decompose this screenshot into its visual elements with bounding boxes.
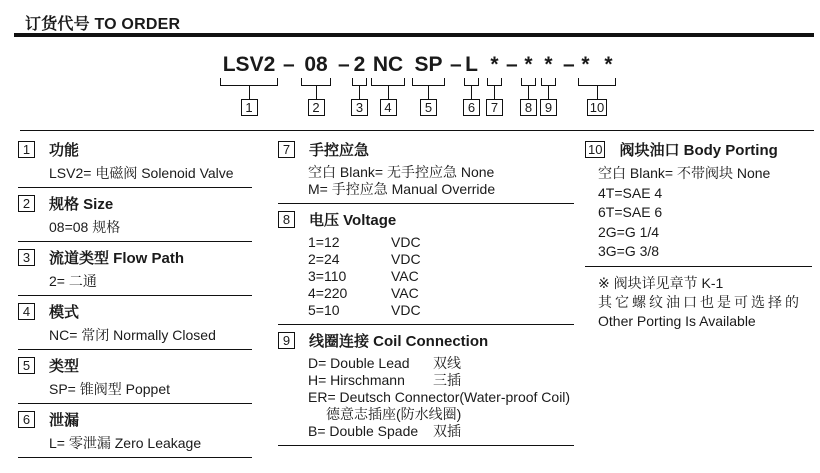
code-part-text: * *: [581, 53, 613, 76]
voltage-unit: VAC: [391, 268, 419, 284]
section-header: [278, 209, 574, 230]
code-group-1: [219, 52, 279, 117]
bracket-icon: [220, 78, 278, 86]
voltage-row: [308, 302, 574, 319]
section-divider: [585, 266, 812, 267]
code-group-2: [300, 52, 332, 117]
code-dash: –: [450, 53, 462, 76]
section-title: 模式: [49, 304, 80, 321]
voltage-row: [308, 268, 574, 285]
code-part-text: L: [465, 53, 478, 76]
section-divider: [278, 203, 574, 204]
section-number-box: 9: [278, 332, 295, 349]
section-number-box: 3: [18, 249, 35, 266]
coil-code: B= Double Spade: [308, 423, 419, 439]
bracket-icon: [352, 78, 367, 86]
code-part-text: *: [544, 53, 553, 76]
code-part-text: *: [524, 53, 533, 76]
voltage-row: [308, 234, 574, 251]
section-header: [18, 247, 252, 268]
bracket-stem: [471, 86, 472, 99]
bracket-stem: [359, 86, 360, 99]
section-7-manual-override: [278, 139, 574, 204]
coil-code: H= Hirschmann: [308, 372, 405, 388]
section-number-box: 7: [278, 141, 295, 158]
option-line: 空白 Blank= 不带阀块 None: [598, 165, 771, 181]
voltage-unit: VDC: [391, 251, 421, 267]
option-line: 2= 二通: [49, 273, 97, 289]
section-title: 类型: [49, 358, 80, 375]
section-divider: [18, 457, 252, 458]
section-number-box: 8: [278, 211, 295, 228]
code-dash: –: [283, 53, 295, 76]
section-header: [18, 355, 252, 376]
bracket-icon: [521, 78, 536, 86]
code-part-text: NC: [372, 53, 404, 76]
code-number-box: 10: [587, 99, 607, 116]
section-title: 阀块油口 Body Porting: [619, 142, 778, 159]
code-dash: –: [563, 53, 575, 76]
coil-label-cn: 双插: [433, 423, 461, 439]
section-divider: [278, 324, 574, 325]
section-title: 功能: [49, 142, 80, 159]
code-group-4: [370, 52, 406, 117]
code-number-box: 5: [420, 99, 437, 116]
section-title: 电压 Voltage: [309, 212, 397, 229]
code-number-box: 6: [463, 99, 480, 116]
footnote-line: ※ 阀块详见章节 K-1: [598, 274, 724, 291]
code-number-box: 8: [520, 99, 537, 116]
code-group-8: [520, 52, 537, 117]
voltage-unit: VAC: [391, 285, 419, 301]
section-header: [278, 139, 574, 160]
code-group-6: [463, 52, 480, 117]
section-4-mode: [18, 301, 252, 350]
section-2-size: [18, 193, 252, 242]
voltage-row: [308, 285, 574, 302]
code-group-3: [351, 52, 368, 117]
code-dash: –: [506, 53, 518, 76]
coil-row: [308, 423, 574, 440]
bracket-icon: [412, 78, 445, 86]
code-number-box: 3: [351, 99, 368, 116]
code-part-text: SP: [414, 53, 443, 76]
voltage-code: 3=110: [308, 268, 347, 284]
voltage-code: 2=24: [308, 251, 340, 267]
bracket-stem: [494, 86, 495, 99]
voltage-unit: VDC: [391, 302, 421, 318]
section-divider: [18, 403, 252, 404]
section-title: 规格 Size: [49, 196, 114, 213]
code-part-text: *: [490, 53, 499, 76]
header-thick-rule: [14, 33, 814, 37]
section-3-flow-path: [18, 247, 252, 296]
bracket-stem: [528, 86, 529, 99]
section-number-box: 10: [585, 141, 605, 158]
section-divider: [18, 295, 252, 296]
section-number-box: 5: [18, 357, 35, 374]
voltage-code: 4=220: [308, 285, 348, 301]
coil-row: [308, 355, 574, 372]
code-part-text: LSV2: [222, 53, 276, 76]
section-10-body-porting: [585, 139, 812, 267]
option-line: 4T=SAE 4: [598, 184, 663, 201]
column-left: [18, 139, 252, 463]
option-line: 空白 Blank= 无手控应急 None: [308, 164, 495, 180]
code-group-5: [411, 52, 446, 117]
section-header: [585, 139, 812, 160]
page-title: 订货代号 TO ORDER: [25, 16, 181, 33]
bracket-stem: [249, 86, 250, 99]
bracket-stem: [316, 86, 317, 99]
diagram-divider-rule: [20, 130, 814, 131]
voltage-row: [308, 251, 574, 268]
code-number-box: 9: [540, 99, 557, 116]
section-title: 流道类型 Flow Path: [49, 250, 185, 267]
code-part-text: 2: [353, 53, 366, 76]
bracket-icon: [487, 78, 502, 86]
section-8-voltage: [278, 209, 574, 325]
section-number-box: 2: [18, 195, 35, 212]
section-divider: [278, 445, 574, 446]
footnote-line: Other Porting Is Available: [598, 312, 756, 329]
section-header: [278, 330, 574, 351]
bracket-icon: [301, 78, 331, 86]
footnote: [598, 274, 812, 331]
footnote-line: 其它螺纹油口也是可选择的: [598, 293, 802, 310]
section-title: 泄漏: [49, 412, 80, 429]
section-6-leakage: [18, 409, 252, 458]
option-line: 6T=SAE 6: [598, 204, 663, 220]
section-number-box: 4: [18, 303, 35, 320]
section-header: [18, 139, 252, 160]
section-1-function: [18, 139, 252, 188]
voltage-code: 1=12: [308, 234, 340, 250]
section-divider: [18, 241, 252, 242]
bracket-stem: [597, 86, 598, 99]
section-number-box: 6: [18, 411, 35, 428]
section-header: [18, 409, 252, 430]
option-line: 08=08 规格: [49, 219, 121, 235]
bracket-icon: [541, 78, 556, 86]
section-title: 线圈连接 Coil Connection: [309, 333, 489, 350]
voltage-code: 5=10: [308, 302, 340, 318]
section-divider: [18, 187, 252, 188]
coil-row: [308, 372, 574, 389]
section-header: [18, 301, 252, 322]
code-number-box: 4: [380, 99, 397, 116]
coil-row-cn: 德意志插座(防水线圈): [326, 406, 462, 422]
code-group-9: [540, 52, 557, 117]
bracket-icon: [371, 78, 405, 86]
section-divider: [18, 349, 252, 350]
coil-label-cn: 三插: [433, 372, 461, 388]
option-line: NC= 常闭 Normally Closed: [49, 327, 216, 343]
section-5-type: [18, 355, 252, 404]
code-number-box: 1: [241, 99, 258, 116]
option-line: L= 零泄漏 Zero Leakage: [49, 435, 202, 451]
section-header: [18, 193, 252, 214]
column-right: [585, 139, 812, 331]
bracket-stem: [388, 86, 389, 99]
code-number-box: 2: [308, 99, 325, 116]
bracket-stem: [428, 86, 429, 99]
coil-label-cn: 双线: [433, 355, 461, 371]
option-line: 3G=G 3/8: [598, 243, 660, 259]
option-line: SP= 锥阀型 Poppet: [49, 381, 171, 397]
option-line: 2G=G 1/4: [598, 223, 660, 240]
section-title: 手控应急: [309, 142, 370, 159]
code-group-10: [577, 52, 617, 117]
column-middle: [278, 139, 574, 451]
option-line: LSV2= 电磁阀 Solenoid Valve: [49, 165, 234, 181]
option-line: M= 手控应急 Manual Override: [308, 181, 496, 197]
bracket-icon: [464, 78, 479, 86]
coil-code: D= Double Lead: [308, 355, 410, 371]
code-dash: –: [338, 53, 350, 76]
coil-row: ER= Deutsch Connector(Water-proof Coil): [308, 389, 571, 405]
bracket-icon: [578, 78, 616, 86]
section-number-box: 1: [18, 141, 35, 158]
bracket-stem: [548, 86, 549, 99]
code-number-box: 7: [486, 99, 503, 116]
code-part-text: 08: [304, 53, 328, 76]
section-9-coil-connection: [278, 330, 574, 446]
code-group-7: [486, 52, 503, 117]
voltage-unit: VDC: [391, 234, 421, 250]
